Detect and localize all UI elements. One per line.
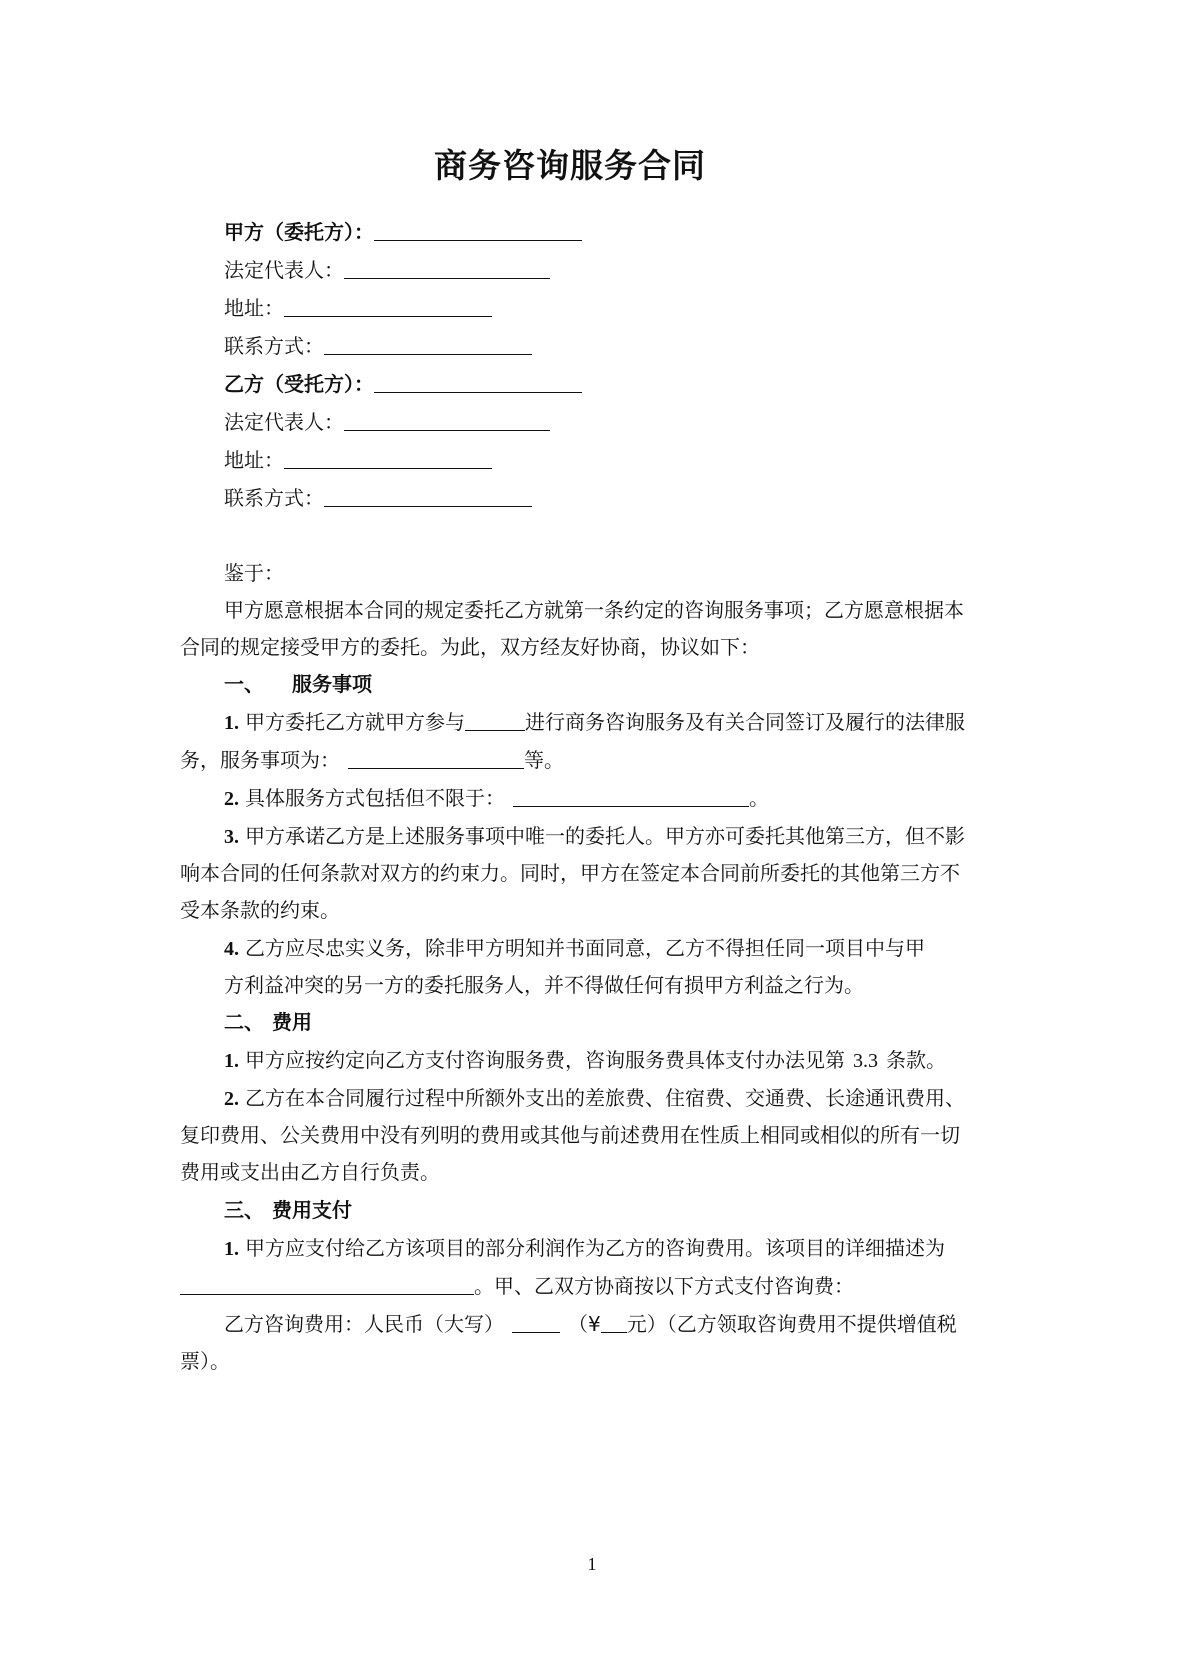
fee-currency-open: （¥ bbox=[568, 1312, 601, 1336]
project-description-field[interactable] bbox=[180, 1272, 474, 1295]
fee-note: 元）（乙方领取咨询费用不提供增值税 bbox=[626, 1312, 957, 1336]
section-3-fee-line-2: 票）。 bbox=[180, 1349, 230, 1373]
document-title: 商务咨询服务合同 bbox=[434, 146, 706, 185]
section-2-heading bbox=[180, 1002, 1054, 1042]
party-b-legal-rep-field[interactable] bbox=[344, 408, 550, 431]
party-b-address-field[interactable] bbox=[284, 446, 492, 469]
party-b-name-field[interactable] bbox=[374, 370, 582, 393]
clause-text: 甲方应按约定向乙方支付咨询服务费，咨询服务费具体支付办法见第 bbox=[245, 1048, 845, 1072]
section-3-clause-1-line-2 bbox=[180, 1266, 1010, 1306]
party-b-contact-field[interactable] bbox=[324, 484, 532, 507]
clause-text: 。 bbox=[749, 786, 769, 810]
service-items-field[interactable] bbox=[348, 746, 524, 769]
party-a-address-row bbox=[180, 288, 1054, 328]
clause-number: 1. bbox=[224, 1050, 239, 1072]
clause-number: 2. bbox=[224, 788, 239, 810]
section-3-clause-1-line-1 bbox=[180, 1228, 1054, 1269]
party-a-contact-label: 联系方式： bbox=[224, 334, 324, 358]
clause-text: 。甲、乙双方协商按以下方式支付咨询费： bbox=[474, 1274, 854, 1298]
section-2-number: 二、 bbox=[224, 1010, 264, 1034]
service-method-field[interactable] bbox=[513, 784, 749, 807]
clause-number: 1. bbox=[224, 1238, 239, 1260]
party-a-address-field[interactable] bbox=[284, 294, 492, 317]
section-1-clause-3-line-3: 受本条款的约束。 bbox=[180, 898, 340, 922]
section-2-clause-2-line-1 bbox=[180, 1078, 1054, 1119]
clause-text: 乙方在本合同履行过程中所额外支出的差旅费、住宿费、交通费、长途通讯费用、 bbox=[245, 1086, 965, 1110]
section-2-clause-1 bbox=[180, 1040, 1054, 1081]
fee-label: 乙方咨询费用：人民币（大写） bbox=[224, 1312, 504, 1336]
section-1-clause-3-line-1 bbox=[180, 816, 1054, 857]
party-b-heading: 乙方（受托方）： bbox=[224, 372, 374, 396]
section-3-heading bbox=[180, 1190, 1054, 1230]
section-1-title: 服务事项 bbox=[292, 672, 372, 696]
page-number: 1 bbox=[587, 1554, 597, 1574]
section-3-fee-line-1 bbox=[180, 1304, 1054, 1344]
party-b-legal-rep-row bbox=[180, 402, 1054, 442]
clause-number: 4. bbox=[224, 938, 239, 960]
party-a-address-label: 地址： bbox=[224, 296, 284, 320]
whereas-label: 鉴于： bbox=[224, 561, 284, 585]
section-1-number: 一、 bbox=[224, 672, 264, 696]
party-b-legal-rep-label: 法定代表人： bbox=[224, 410, 344, 434]
party-a-legal-rep-row bbox=[180, 250, 1054, 290]
preamble-line-1: 甲方愿意根据本合同的规定委托乙方就第一条约定的咨询服务事项；乙方愿意根据本 bbox=[224, 598, 964, 622]
clause-text: 进行商务咨询服务及有关合同签订及履行的法律服 bbox=[525, 710, 965, 734]
clause-reference: 3.3 bbox=[853, 1050, 878, 1072]
party-a-legal-rep-field[interactable] bbox=[344, 256, 550, 279]
clause-number: 2. bbox=[224, 1088, 239, 1110]
party-a-legal-rep-label: 法定代表人： bbox=[224, 258, 344, 282]
clause-text: 等。 bbox=[524, 748, 564, 772]
party-a-heading-row bbox=[180, 212, 1054, 252]
clause-text: 具体服务方式包括但不限于： bbox=[245, 786, 505, 810]
clause-text: 务，服务事项为： bbox=[180, 748, 340, 772]
clause-text: 甲方承诺乙方是上述服务事项中唯一的委托人。甲方亦可委托其他第三方，但不影 bbox=[245, 824, 965, 848]
party-b-contact-label: 联系方式： bbox=[224, 486, 324, 510]
party-a-heading: 甲方（委托方）： bbox=[224, 220, 374, 244]
party-b-heading-row bbox=[180, 364, 1054, 404]
clause-text: 甲方应支付给乙方该项目的部分利润作为乙方的咨询费用。该项目的详细描述为 bbox=[245, 1236, 945, 1260]
section-2-title: 费用 bbox=[272, 1010, 312, 1034]
party-a-name-field[interactable] bbox=[374, 218, 582, 241]
clause-number: 1. bbox=[224, 712, 239, 734]
section-2-clause-2-line-3: 费用或支出由乙方自行负责。 bbox=[180, 1160, 440, 1184]
party-b-address-row bbox=[180, 440, 1054, 480]
preamble-line-2: 合同的规定接受甲方的委托。为此，双方经友好协商，协议如下： bbox=[180, 635, 760, 659]
section-1-clause-4-line-2: 方利益冲突的另一方的委托服务人，并不得做任何有损甲方利益之行为。 bbox=[224, 973, 864, 997]
party-b-address-label: 地址： bbox=[224, 448, 284, 472]
clause-text: 条款。 bbox=[886, 1048, 946, 1072]
fee-amount-words-field[interactable] bbox=[512, 1310, 560, 1333]
section-3-title: 费用支付 bbox=[272, 1198, 352, 1222]
section-1-clause-1-line-2 bbox=[180, 740, 1010, 780]
section-3-number: 三、 bbox=[224, 1198, 264, 1222]
party-a-contact-row bbox=[180, 326, 1054, 366]
party-b-contact-row bbox=[180, 478, 1054, 518]
section-2-clause-2-line-2: 复印费用、公关费用中没有列明的费用或其他与前述费用在性质上相同或相似的所有一切 bbox=[180, 1123, 960, 1147]
clause-text: 甲方委托乙方就甲方参与 bbox=[245, 710, 465, 734]
fee-amount-number-field[interactable] bbox=[601, 1310, 627, 1333]
section-1-clause-4-line-1 bbox=[180, 928, 1054, 969]
section-1-clause-3-line-2: 响本合同的任何条款对双方的约束力。同时，甲方在签定本合同前所委托的其他第三方不 bbox=[180, 861, 960, 885]
project-blank-field[interactable] bbox=[465, 708, 525, 731]
section-1-heading bbox=[180, 664, 1054, 704]
section-1-clause-2 bbox=[180, 778, 1054, 819]
section-1-clause-1-line-1 bbox=[180, 702, 1054, 743]
clause-text: 乙方应尽忠实义务，除非甲方明知并书面同意，乙方不得担任同一项目中与甲 bbox=[245, 936, 925, 960]
clause-number: 3. bbox=[224, 826, 239, 848]
party-a-contact-field[interactable] bbox=[324, 332, 532, 355]
